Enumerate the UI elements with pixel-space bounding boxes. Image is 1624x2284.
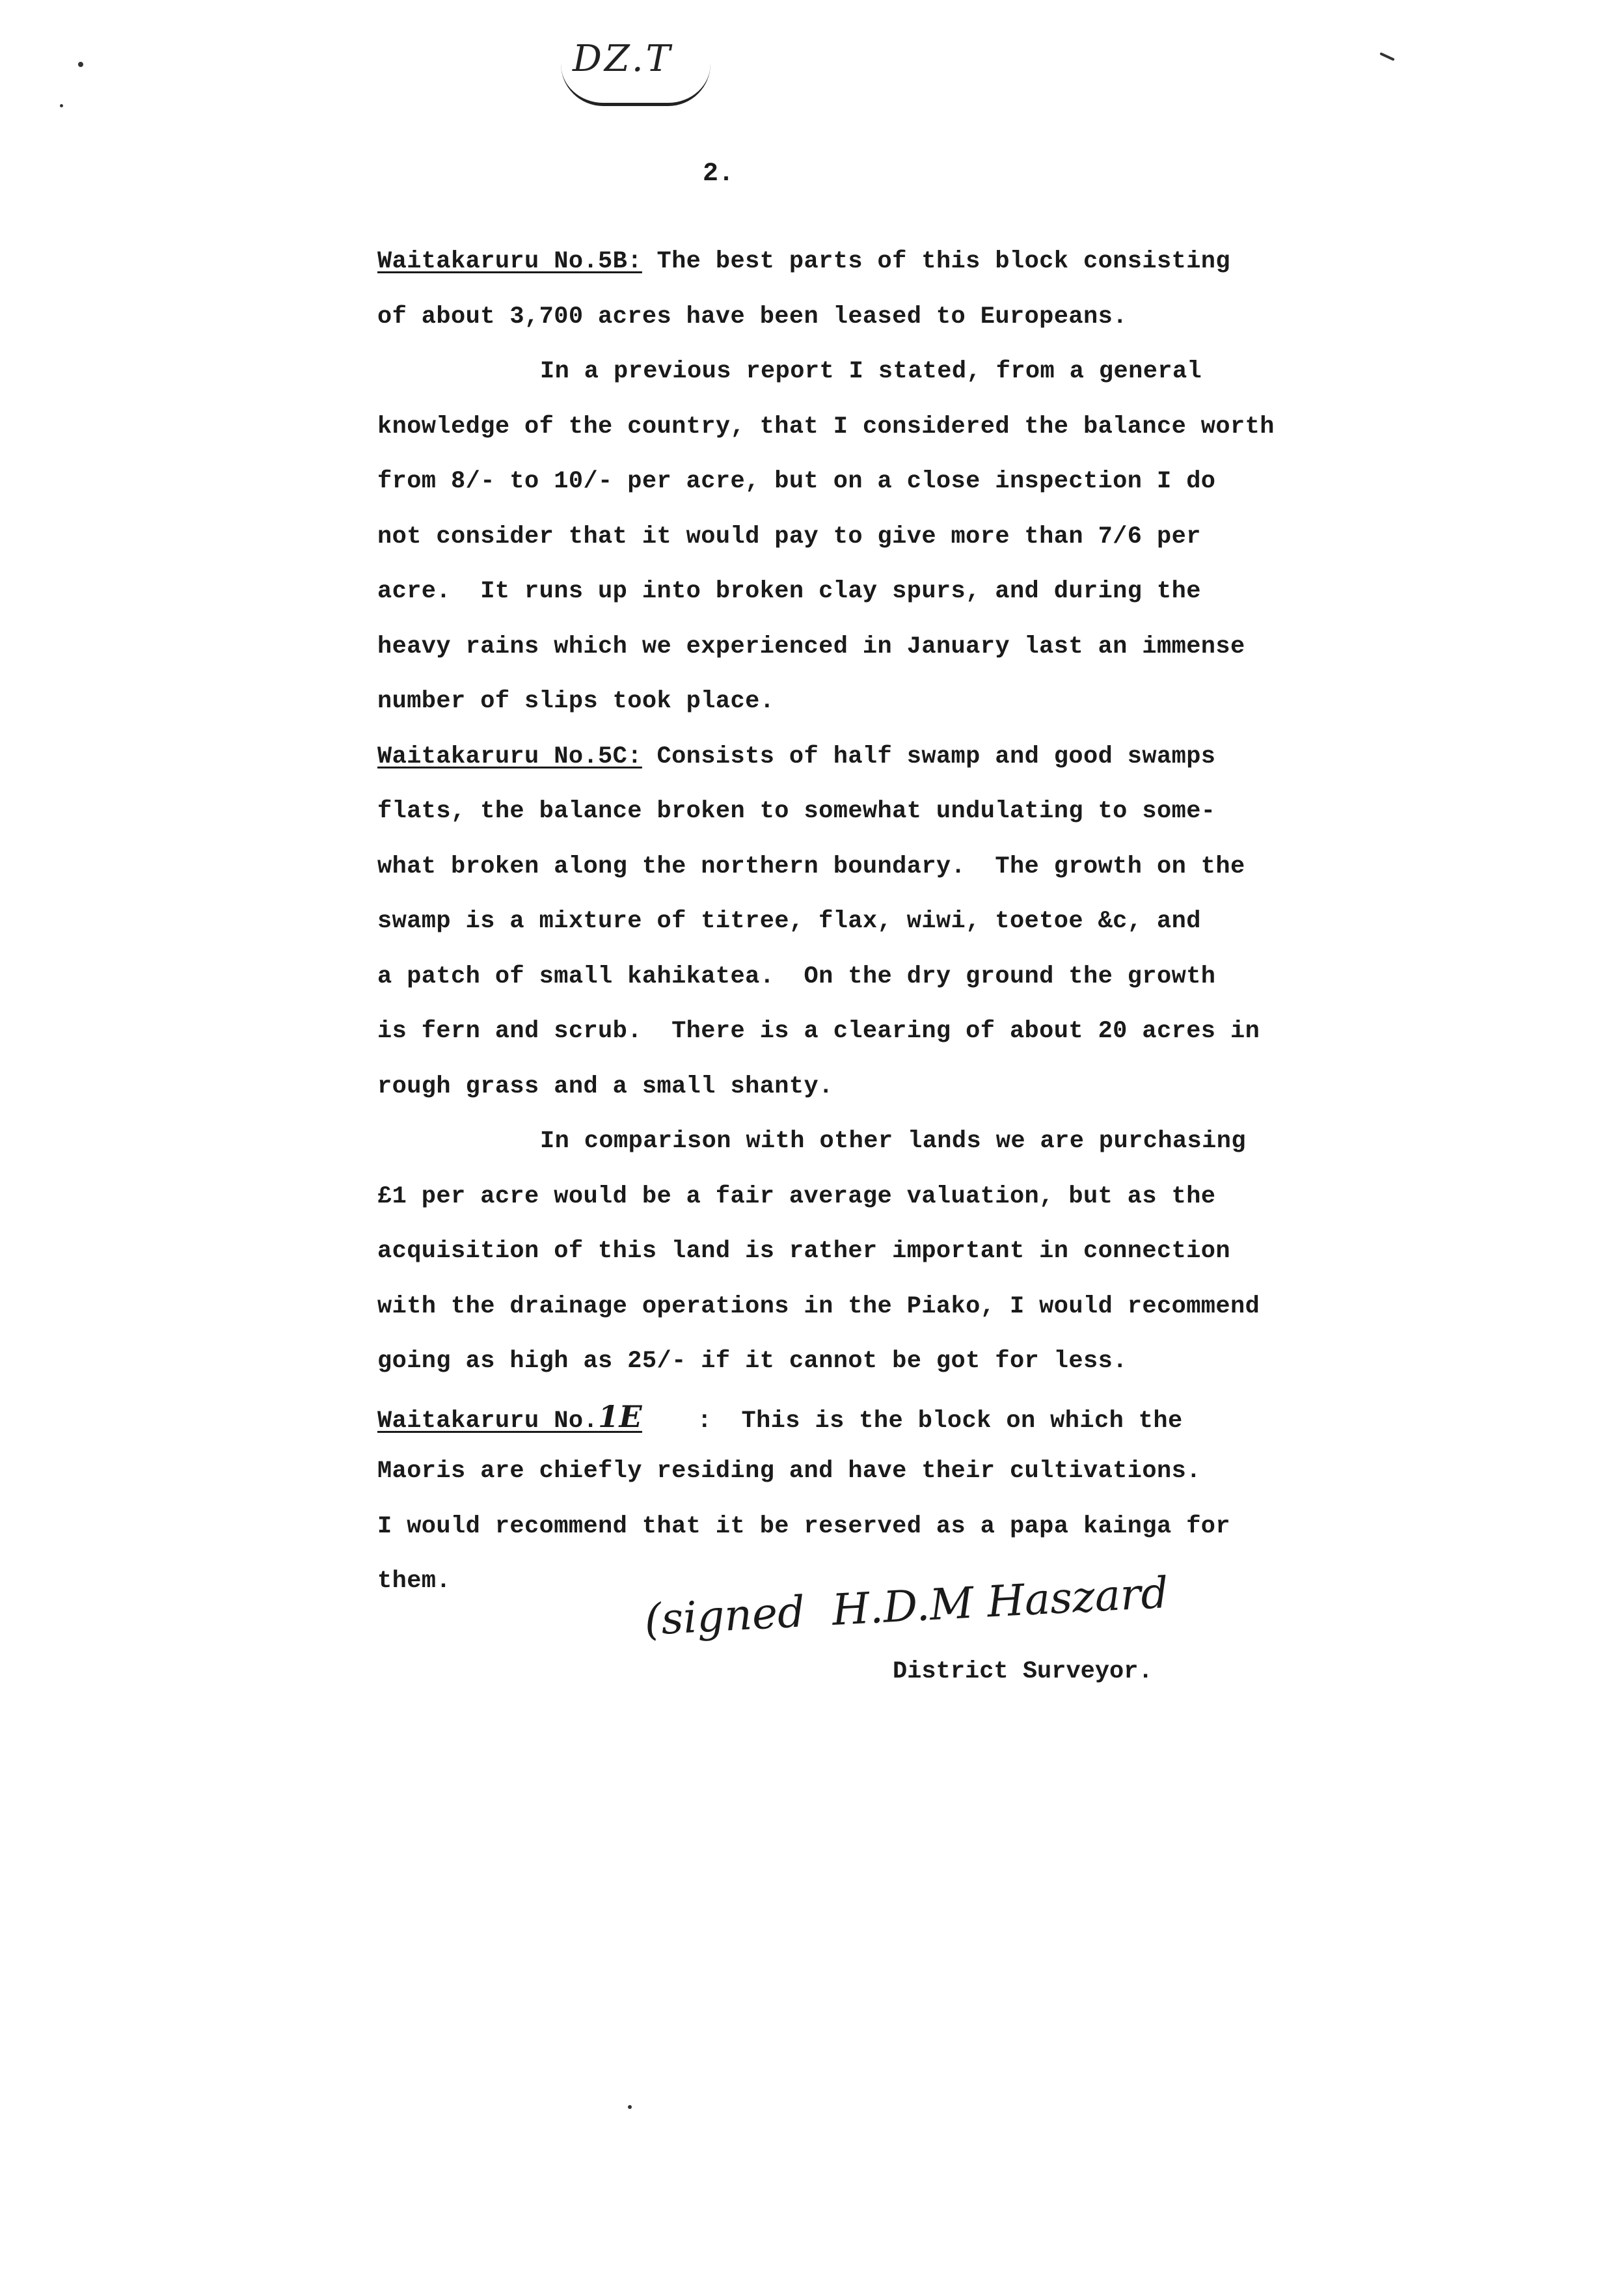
reference-mark-text: DZ.T — [573, 38, 673, 80]
line-text: knowledge of the country, that I considered the balance worth — [377, 413, 1275, 441]
text-line — [377, 290, 1392, 345]
line-text: The best parts of this block consisting — [642, 248, 1231, 275]
line-text: swamp is a mixture of titree, flax, wiwi, toetoe &c, and — [377, 908, 1201, 935]
line-text: is fern and scrub. There is a clearing of about 20 acres in — [377, 1018, 1260, 1045]
reference-mark — [573, 38, 673, 80]
text-line — [377, 619, 1392, 675]
text-line — [377, 344, 1392, 400]
line-text: I would recommend that it be reserved as a papa kainga for — [377, 1512, 1231, 1540]
body-text — [377, 234, 1392, 1609]
text-line — [377, 234, 1392, 290]
scan-speck — [1379, 52, 1394, 61]
text-line — [377, 949, 1392, 1005]
text-line — [377, 1389, 1392, 1445]
line-text: number of slips took place. — [377, 688, 775, 715]
line-text: going as high as 25/- if it cannot be got for less. — [377, 1348, 1128, 1375]
line-text: £1 per acre would be a fair average valuation, but as the — [377, 1182, 1216, 1210]
scan-speck — [60, 104, 63, 107]
text-line — [377, 400, 1392, 455]
text-line — [377, 839, 1392, 895]
text-line — [377, 1224, 1392, 1279]
text-line — [377, 454, 1392, 510]
text-line — [377, 1334, 1392, 1389]
text-line — [377, 674, 1392, 729]
page-number: 2. — [703, 159, 735, 189]
line-text: In comparison with other lands we are purchasing — [540, 1128, 1246, 1155]
line-text: from 8/- to 10/- per acre, but on a close inspection I do — [377, 468, 1216, 495]
line-text: flats, the balance broken to somewhat undulating to some- — [377, 798, 1216, 825]
text-line — [377, 1169, 1392, 1225]
line-text: acquisition of this land is rather important in connection — [377, 1238, 1231, 1265]
text-line — [377, 564, 1392, 619]
line-text: Consists of half swamp and good swamps — [642, 742, 1216, 770]
text-line — [377, 1499, 1392, 1555]
section-heading: Waitakaruru No.5C: — [377, 742, 642, 770]
signer-title: District Surveyor. — [893, 1658, 1153, 1685]
text-line — [377, 729, 1392, 785]
text-line — [377, 894, 1392, 949]
reference-mark-loop — [561, 64, 710, 106]
line-text: rough grass and a small shanty. — [377, 1072, 833, 1100]
line-text: heavy rains which we experienced in January last an immense — [377, 632, 1245, 660]
section-heading: Waitakaruru No. — [377, 1407, 599, 1435]
handwritten-signature: (signed H.D.M Haszard — [643, 1567, 1170, 1646]
line-text: not consider that it would pay to give more than 7/6 per — [377, 523, 1201, 551]
line-text: a patch of small kahikatea. On the dry ground the growth — [377, 962, 1216, 990]
line-text: what broken along the northern boundary. The growth on the — [377, 852, 1245, 880]
line-text: In a previous report I stated, from a general — [540, 358, 1202, 385]
text-line — [377, 1059, 1392, 1115]
text-line — [377, 784, 1392, 839]
scan-speck — [78, 62, 83, 67]
line-text: of about 3,700 acres have been leased to Europeans. — [377, 303, 1128, 331]
handwritten-block-number: 1E — [598, 1398, 642, 1434]
line-text: Maoris are chiefly residing and have their cultivations. — [377, 1458, 1201, 1485]
text-line — [377, 1279, 1392, 1335]
line-text: acre. It runs up into broken clay spurs, and during the — [377, 578, 1201, 605]
text-line — [377, 1004, 1392, 1059]
line-text: : This is the block on which the — [683, 1407, 1183, 1435]
text-line — [377, 1444, 1392, 1499]
line-text: them. — [377, 1568, 452, 1595]
line-text: with the drainage operations in the Piako, I would recommend — [377, 1292, 1260, 1320]
text-line — [377, 510, 1392, 565]
text-line — [377, 1114, 1392, 1169]
scan-speck — [628, 2105, 632, 2109]
section-heading: Waitakaruru No.5B: — [377, 248, 642, 275]
